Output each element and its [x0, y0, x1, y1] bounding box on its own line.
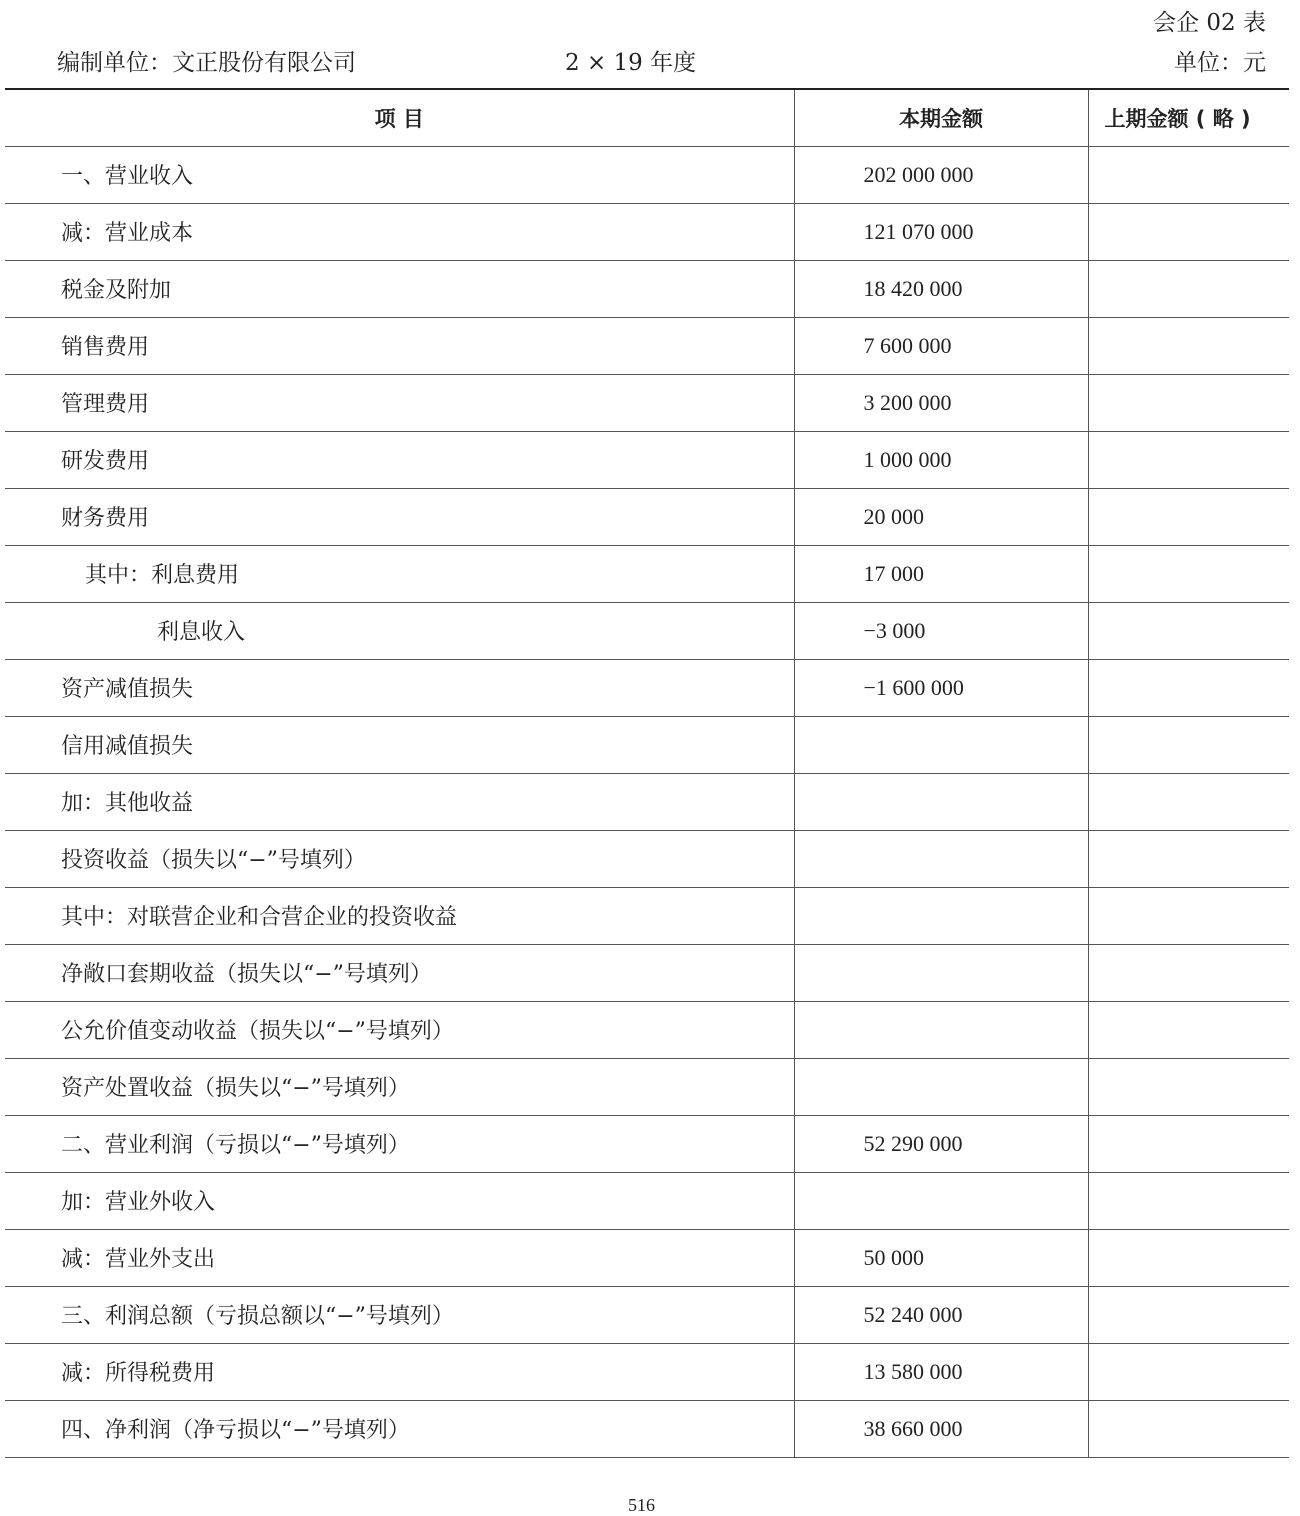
row-item: 其中：利息费用: [5, 545, 794, 602]
table-row: [5, 203, 1289, 260]
row-current-amount: −1 600 000: [794, 659, 1088, 716]
row-current-amount: 20 000: [794, 488, 1088, 545]
row-current-amount: 121 070 000: [794, 203, 1088, 260]
row-current-amount: 18 420 000: [794, 260, 1088, 317]
table-row: [5, 1286, 1289, 1343]
row-current-amount: [794, 1058, 1088, 1115]
table-row: [5, 317, 1289, 374]
row-prior-amount: [1088, 830, 1289, 887]
header-prior-amount: 上期金额 ( 略 ): [1088, 89, 1289, 146]
row-prior-amount: [1088, 1229, 1289, 1286]
row-prior-amount: [1088, 146, 1289, 203]
row-prior-amount: [1088, 317, 1289, 374]
row-current-amount: 1 000 000: [794, 431, 1088, 488]
row-current-amount: 38 660 000: [794, 1400, 1088, 1457]
row-item: 四、净利润（净亏损以“−”号填列）: [5, 1400, 794, 1457]
row-item: 加：其他收益: [5, 773, 794, 830]
table-row: [5, 374, 1289, 431]
table-row: [5, 431, 1289, 488]
row-prior-amount: [1088, 1172, 1289, 1229]
table-row: [5, 1229, 1289, 1286]
table-row: [5, 887, 1289, 944]
row-current-amount: 7 600 000: [794, 317, 1088, 374]
row-prior-amount: [1088, 260, 1289, 317]
row-prior-amount: [1088, 431, 1289, 488]
row-current-amount: [794, 716, 1088, 773]
table-row: [5, 659, 1289, 716]
row-current-amount: 13 580 000: [794, 1343, 1088, 1400]
row-item: 销售费用: [5, 317, 794, 374]
row-current-amount: [794, 1172, 1088, 1229]
page-number: 516: [628, 1495, 655, 1515]
row-item: 公允价值变动收益（损失以“−”号填列）: [5, 1001, 794, 1058]
row-item: 管理费用: [5, 374, 794, 431]
row-item: 信用减值损失: [5, 716, 794, 773]
header-current-amount: 本期金额: [794, 89, 1088, 146]
row-item: 资产处置收益（损失以“−”号填列）: [5, 1058, 794, 1115]
table-row: [5, 602, 1289, 659]
row-prior-amount: [1088, 1058, 1289, 1115]
row-item: 其中：对联营企业和合营企业的投资收益: [5, 887, 794, 944]
row-prior-amount: [1088, 1001, 1289, 1058]
row-current-amount: [794, 887, 1088, 944]
row-current-amount: −3 000: [794, 602, 1088, 659]
row-current-amount: [794, 830, 1088, 887]
row-current-amount: 52 290 000: [794, 1115, 1088, 1172]
row-current-amount: 202 000 000: [794, 146, 1088, 203]
row-current-amount: [794, 773, 1088, 830]
compiling-unit: 编制单位：文正股份有限公司: [57, 50, 356, 76]
row-current-amount: 50 000: [794, 1229, 1088, 1286]
row-prior-amount: [1088, 659, 1289, 716]
row-prior-amount: [1088, 1286, 1289, 1343]
row-item: 资产减值损失: [5, 659, 794, 716]
row-prior-amount: [1088, 1343, 1289, 1400]
row-current-amount: 52 240 000: [794, 1286, 1088, 1343]
row-current-amount: 3 200 000: [794, 374, 1088, 431]
reporting-period: 2 × 19 年度: [565, 50, 697, 76]
row-item: 财务费用: [5, 488, 794, 545]
table-header-row: [5, 89, 1289, 146]
table-row: [5, 545, 1289, 602]
table-row: [5, 944, 1289, 1001]
table-row: [5, 1343, 1289, 1400]
table-row: [5, 1400, 1289, 1457]
row-item: 税金及附加: [5, 260, 794, 317]
table-row: [5, 830, 1289, 887]
row-item: 减：营业外支出: [5, 1229, 794, 1286]
table-row: [5, 1058, 1289, 1115]
row-prior-amount: [1088, 944, 1289, 1001]
row-prior-amount: [1088, 1115, 1289, 1172]
row-item: 三、利润总额（亏损总额以“−”号填列）: [5, 1286, 794, 1343]
row-item: 研发费用: [5, 431, 794, 488]
table-row: [5, 1001, 1289, 1058]
row-current-amount: [794, 1001, 1088, 1058]
header-item: 项 目: [5, 89, 794, 146]
row-item: 一、营业收入: [5, 146, 794, 203]
table-row: [5, 1115, 1289, 1172]
row-prior-amount: [1088, 374, 1289, 431]
row-item: 二、营业利润（亏损以“−”号填列）: [5, 1115, 794, 1172]
table-row: [5, 716, 1289, 773]
table-row: [5, 773, 1289, 830]
table-row: [5, 260, 1289, 317]
row-item: 加：营业外收入: [5, 1172, 794, 1229]
row-item: 投资收益（损失以“−”号填列）: [5, 830, 794, 887]
row-item: 利息收入: [5, 602, 794, 659]
table-row: [5, 488, 1289, 545]
row-prior-amount: [1088, 488, 1289, 545]
row-prior-amount: [1088, 545, 1289, 602]
currency-unit: 单位：元: [1174, 50, 1266, 76]
row-prior-amount: [1088, 716, 1289, 773]
row-item: 减：营业成本: [5, 203, 794, 260]
row-current-amount: 17 000: [794, 545, 1088, 602]
income-statement-table: [5, 88, 1289, 1458]
row-item: 净敞口套期收益（损失以“−”号填列）: [5, 944, 794, 1001]
row-prior-amount: [1088, 887, 1289, 944]
form-code: 会企 02 表: [1153, 10, 1266, 36]
row-prior-amount: [1088, 602, 1289, 659]
row-current-amount: [794, 944, 1088, 1001]
table-row: [5, 146, 1289, 203]
table-row: [5, 1172, 1289, 1229]
row-prior-amount: [1088, 203, 1289, 260]
row-prior-amount: [1088, 1400, 1289, 1457]
row-item: 减：所得税费用: [5, 1343, 794, 1400]
row-prior-amount: [1088, 773, 1289, 830]
